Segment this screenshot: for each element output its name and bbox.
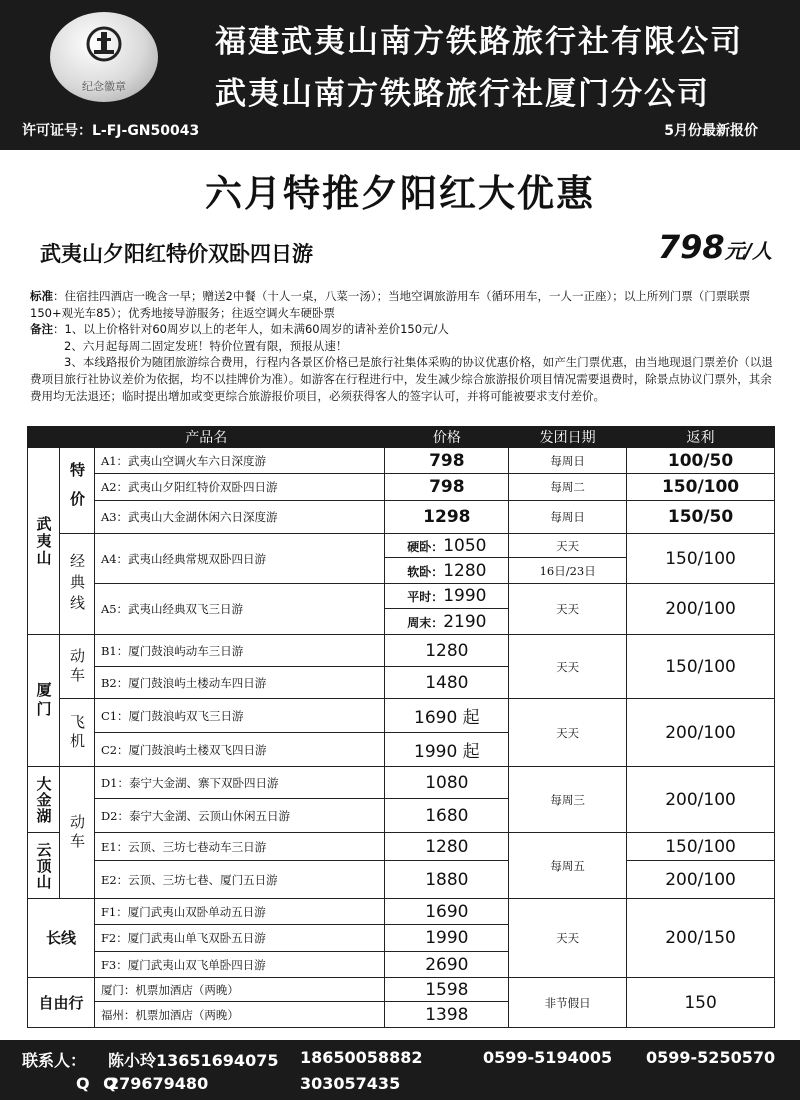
table-row — [28, 767, 775, 799]
price-f1: 1690 — [385, 899, 509, 925]
remark-label: 备注 — [30, 322, 53, 337]
table-row — [28, 833, 775, 861]
remark-note-1 — [30, 321, 778, 338]
region-xiamen: 厦门 — [28, 635, 60, 767]
footer-contact-bar — [0, 1040, 800, 1100]
price-a4-hard — [385, 534, 509, 558]
date-c: 天天 — [509, 699, 627, 767]
rebate-e1: 150/100 — [627, 833, 775, 861]
table-row — [28, 861, 775, 899]
contact-name-phone: 陈小玲13651694075 — [108, 1051, 279, 1070]
price-f2: 1990 — [385, 925, 509, 952]
product-d1: D1：泰宁大金湖、寨下双卧四日游 — [94, 767, 384, 799]
product-a1: A1：武夷山空调火车六日深度游 — [94, 448, 384, 474]
price-b2: 1480 — [385, 667, 509, 699]
promo-title: 六月特推夕阳红大优惠 — [205, 172, 595, 215]
label-weekend: 周末： — [407, 615, 444, 630]
price-e2: 1880 — [385, 861, 509, 899]
product-f2: F2：厦门武夷山单飞双卧五日游 — [94, 925, 384, 952]
company-name-branch: 武夷山南方铁路旅行社厦门分公司 — [215, 76, 710, 112]
price-d1: 1080 — [385, 767, 509, 799]
standard-label: 标准 — [30, 289, 53, 303]
price-a5-weekday — [385, 584, 509, 609]
region-changxian: 长线 — [28, 899, 95, 978]
rebate-a3: 150/50 — [627, 501, 775, 534]
price-c2: 1990 起 — [385, 733, 509, 767]
product-b1: B1：厦门鼓浪屿动车三日游 — [94, 635, 384, 667]
rebate-a4: 150/100 — [627, 534, 775, 584]
rebate-b: 150/100 — [627, 635, 775, 699]
contact-phone-4: 0599-5250570 — [646, 1048, 776, 1067]
table-row — [28, 635, 775, 667]
date-g: 非节假日 — [509, 978, 627, 1028]
region-yunding: 云顶山 — [28, 833, 60, 899]
price-d2: 1680 — [385, 799, 509, 833]
table-row — [28, 501, 775, 534]
standard-note — [30, 288, 778, 321]
date-d: 每周三 — [509, 767, 627, 833]
rebate-d: 200/100 — [627, 767, 775, 833]
date-f: 天天 — [509, 899, 627, 978]
date-a5: 天天 — [509, 584, 627, 635]
company-name-main: 福建武夷山南方铁路旅行社有限公司 — [215, 24, 743, 60]
label-soft: 软卧： — [407, 564, 444, 579]
notes-block — [30, 288, 778, 404]
region-wuyishan: 武夷山 — [28, 448, 60, 635]
price-a2: 798 — [385, 474, 509, 501]
category-special: 特价 — [59, 448, 94, 534]
category-bullet: 动车 — [59, 767, 94, 899]
qq-number-2: 303057435 — [300, 1074, 401, 1093]
product-a4: A4：武夷山经典常规双卧四日游 — [94, 534, 384, 584]
product-e2: E2：云顶、三坊七巷、厦门五日游 — [94, 861, 384, 899]
value-a5-weekday: 1990 — [443, 586, 487, 606]
category-classic: 经典线 — [59, 534, 94, 635]
remark-note-3 — [30, 354, 778, 404]
rebate-e2: 200/100 — [627, 861, 775, 899]
table-row — [28, 534, 775, 558]
product-b2: B2：厦门鼓浪屿土楼动车四日游 — [94, 667, 384, 699]
promo-price-unit: 元/人 — [724, 239, 772, 263]
promo-subtitle: 武夷山夕阳红特价双卧四日游 — [40, 242, 313, 266]
label-weekday: 平时： — [407, 590, 444, 604]
product-a3: A3：武夷山大金湖休闲六日深度游 — [94, 501, 384, 534]
price-a4-soft — [385, 558, 509, 584]
product-e1: E1：云顶、三坊七巷动车三日游 — [94, 833, 384, 861]
product-c2: C2：厦门鼓浪屿土楼双飞四日游 — [94, 733, 384, 767]
value-a4-hard: 1050 — [443, 535, 487, 556]
date-b: 天天 — [509, 635, 627, 699]
product-g1: 厦门：机票加酒店（两晚） — [94, 978, 384, 1002]
qq-number-1: 279679480 — [108, 1074, 209, 1093]
table-row — [28, 448, 775, 474]
rebate-f: 200/150 — [627, 899, 775, 978]
header-product: 产品名 — [28, 427, 385, 448]
value-a4-soft: 1280 — [443, 560, 487, 581]
rebate-g: 150 — [627, 978, 775, 1028]
category-train: 动车 — [59, 635, 94, 699]
table-row — [28, 699, 775, 733]
date-a4-1: 天天 — [509, 534, 627, 558]
table-row — [28, 899, 775, 925]
price-a1: 798 — [385, 448, 509, 474]
contact-phone-3: 0599-5194005 — [483, 1048, 613, 1067]
product-c1: C1：厦门鼓浪屿双飞三日游 — [94, 699, 384, 733]
date-e: 每周五 — [509, 833, 627, 899]
price-table — [27, 426, 775, 1028]
standard-text: ：住宿挂四酒店一晚含一早；赠送2中餐（十人一桌，八菜一汤）；当地空调旅游用车（循环用车，一人一正座）；以上所列门票（门票联票150+观光车85）；优秀地接导游服务；往返空调火车硬卧票 — [30, 289, 751, 320]
product-a5: A5：武夷山经典双飞三日游 — [94, 584, 384, 635]
region-ziyouxing: 自由行 — [28, 978, 95, 1028]
remark-text-1: ：1、以上价格针对60周岁以上的老年人，如未满60周岁的请补差价150元/人 — [53, 322, 449, 337]
price-b1: 1280 — [385, 635, 509, 667]
product-d2: D2：泰宁大金湖、云顶山休闲五日游 — [94, 799, 384, 833]
remark-note-2: 2、六月起每周二固定发班！特价位置有限，预报从速！ — [64, 338, 348, 353]
rebate-a5: 200/100 — [627, 584, 775, 635]
promo-price — [658, 228, 772, 266]
header-price: 价格 — [385, 427, 509, 448]
price-g2: 1398 — [385, 1002, 509, 1028]
table-row — [28, 584, 775, 609]
price-e1: 1280 — [385, 833, 509, 861]
product-g2: 福州：机票加酒店（两晚） — [94, 1002, 384, 1028]
date-a2: 每周二 — [509, 474, 627, 501]
remark-text-3: 3、本线路报价为随团旅游综合费用，行程内各景区价格已是旅行社集体采购的协议优惠价格，如产生门票优惠，由当地现退门票差价（以退费项目旅行社协议差价为依据，均不以挂牌价为准）。如游客在行程进行中，发生减少综合旅游报价项目情况需要退费时，除景点协议门票外，其余费用均无法退还；临时提出增加或变更综合旅游报价项目，必须获得客人的签字认可，并将可能被要求支付差价。 — [30, 355, 773, 403]
table-row — [28, 978, 775, 1002]
date-a4-2: 16日/23日 — [509, 558, 627, 584]
logo-text: 纪念徽章 — [82, 80, 126, 93]
qq-label: Q Q — [76, 1074, 117, 1093]
railway-logo — [50, 12, 158, 102]
rebate-c: 200/100 — [627, 699, 775, 767]
price-f3: 2690 — [385, 952, 509, 978]
date-a1: 每周日 — [509, 448, 627, 474]
rebate-a1: 100/50 — [627, 448, 775, 474]
price-a5-weekend — [385, 609, 509, 635]
header-rebate: 返利 — [627, 427, 775, 448]
promo-price-value: 798 — [657, 228, 725, 266]
header-banner — [0, 0, 800, 150]
rebate-a2: 150/100 — [627, 474, 775, 501]
value-a5-weekend: 2190 — [443, 611, 487, 632]
latest-quote-label: 5月份最新报价 — [664, 123, 758, 139]
product-f3: F3：厦门武夷山双飞单卧四日游 — [94, 952, 384, 978]
price-c1: 1690 起 — [385, 699, 509, 733]
date-a3: 每周日 — [509, 501, 627, 534]
table-row — [28, 474, 775, 501]
railway-emblem-icon — [86, 26, 122, 62]
label-hard: 硬卧： — [407, 539, 444, 554]
price-a3: 1298 — [385, 501, 509, 534]
license-number: 许可证号：L-FJ-GN50043 — [22, 123, 200, 139]
category-flight: 飞机 — [59, 699, 94, 767]
header-departure: 发团日期 — [509, 427, 627, 448]
region-dajinhu: 大金湖 — [28, 767, 60, 833]
price-g1: 1598 — [385, 978, 509, 1002]
contact-phone-2: 18650058882 — [300, 1048, 423, 1067]
product-a2: A2：武夷山夕阳红特价双卧四日游 — [94, 474, 384, 501]
product-f1: F1：厦门武夷山双卧单动五日游 — [94, 899, 384, 925]
table-header-row — [28, 427, 775, 448]
contact-label: 联系人： — [22, 1051, 87, 1070]
